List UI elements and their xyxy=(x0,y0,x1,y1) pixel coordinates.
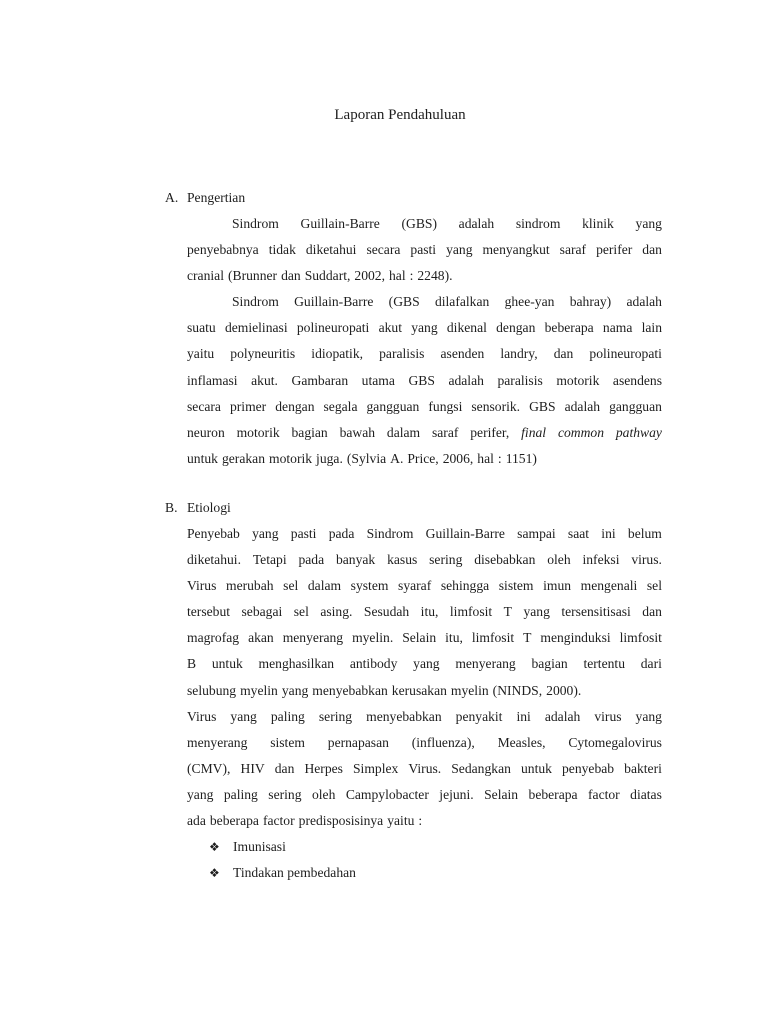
word: Sindrom xyxy=(366,526,414,541)
text-line xyxy=(187,651,662,677)
word: segala xyxy=(323,398,358,414)
text-line xyxy=(187,211,662,237)
word: Simplex xyxy=(353,760,399,776)
section-letter: B. xyxy=(165,500,178,515)
word: gangguan xyxy=(609,398,662,414)
word: myelin. xyxy=(352,630,394,646)
word: utama xyxy=(361,372,395,388)
word: tersensitisasi xyxy=(561,604,631,620)
word: Guillain-Barre xyxy=(294,294,374,310)
word: penyakit xyxy=(455,708,503,724)
word: sistem xyxy=(270,734,305,750)
word: diketahui. xyxy=(187,552,241,568)
word: menginduksi xyxy=(540,630,611,646)
word: tersebut xyxy=(187,604,231,620)
section-heading xyxy=(165,495,665,521)
word: bagian xyxy=(531,656,568,672)
word: Sedangkan xyxy=(451,760,511,776)
word: itu, xyxy=(420,604,439,620)
text-line xyxy=(187,341,662,367)
word: motorik xyxy=(556,372,600,388)
word: sering xyxy=(268,786,302,802)
text-line xyxy=(187,420,662,446)
word: (Sylvia xyxy=(346,450,387,466)
paragraph xyxy=(187,704,662,834)
word: sampai xyxy=(517,526,556,541)
word: menyerang xyxy=(187,734,248,750)
word: Gambaran xyxy=(291,372,349,388)
word: motorik xyxy=(236,424,280,440)
word: Cytomegalovirus xyxy=(568,734,662,750)
word: perifer xyxy=(596,242,633,258)
word: asing. xyxy=(320,604,353,620)
text-line xyxy=(187,782,662,808)
word: penyebabnya xyxy=(187,242,259,258)
word: Virus xyxy=(187,708,217,724)
word: sehingga xyxy=(440,578,490,594)
word: secara xyxy=(366,242,401,258)
text-line xyxy=(187,237,662,263)
word: 2000). xyxy=(546,682,582,698)
word: (Brunner xyxy=(227,268,278,284)
word: nama xyxy=(602,320,633,336)
word: oleh xyxy=(547,552,571,568)
word: pasti xyxy=(410,242,437,258)
word: dan xyxy=(281,268,301,284)
list-item xyxy=(209,860,665,886)
word: yaitu xyxy=(187,346,215,362)
word: Guillain-Barre xyxy=(300,216,380,231)
word: inflamasi xyxy=(187,372,238,388)
word: akut xyxy=(378,320,402,336)
word: (GBS) xyxy=(401,216,437,231)
word: Suddart, xyxy=(304,268,351,284)
word: virus xyxy=(594,708,622,724)
word: paralisis xyxy=(497,372,543,388)
word: oleh xyxy=(311,786,336,802)
word: 2006, xyxy=(442,450,474,466)
word: antibody xyxy=(349,656,398,672)
diamond-bullet-icon: ❖ xyxy=(209,866,220,881)
word: selubung xyxy=(187,682,237,698)
word: GBS xyxy=(529,398,556,414)
word: dan xyxy=(642,242,662,258)
text-line xyxy=(187,730,662,756)
word: akan xyxy=(248,630,274,646)
word: yaitu xyxy=(387,813,415,829)
word: yang xyxy=(413,656,440,672)
word: factor xyxy=(588,786,620,802)
word: dilafalkan xyxy=(434,294,490,310)
word: jejuni. xyxy=(439,786,474,802)
word: sensorik. xyxy=(471,398,521,414)
word: saraf xyxy=(559,242,587,258)
word: dengan xyxy=(496,320,536,336)
word: yang xyxy=(411,320,438,336)
text-line xyxy=(187,446,662,472)
word: itu, xyxy=(445,630,463,646)
word: adalah xyxy=(544,708,581,724)
word: Penyebab xyxy=(187,526,240,541)
word: mengenali xyxy=(580,578,638,594)
word: 2002, xyxy=(354,268,385,284)
word: polyneuritis xyxy=(230,346,296,362)
word: (CMV), xyxy=(187,760,231,776)
word: Tetapi xyxy=(252,552,287,568)
word: Sindrom xyxy=(232,216,279,231)
word: factor xyxy=(262,813,295,829)
word: menghasilkan xyxy=(258,656,335,672)
word: dalam xyxy=(386,424,421,440)
word: sel xyxy=(283,578,299,594)
word: idiopatik, xyxy=(311,346,364,362)
word: beberapa xyxy=(209,813,259,829)
word: magrofag xyxy=(187,630,240,646)
word: myelin xyxy=(450,682,489,698)
word: yang xyxy=(635,216,662,231)
word: motorik xyxy=(269,450,313,466)
word: tertentu xyxy=(583,656,625,672)
word: saat xyxy=(567,526,590,541)
word: Virus xyxy=(187,578,217,594)
word: belum xyxy=(627,526,662,541)
text-line xyxy=(187,547,662,573)
word: adalah xyxy=(626,294,662,310)
word: adalah xyxy=(448,372,484,388)
word: paralisis xyxy=(379,346,425,362)
text-line xyxy=(187,756,662,782)
word: suatu xyxy=(187,320,216,336)
word: dalam xyxy=(307,578,342,594)
word: perifer, xyxy=(470,424,510,440)
word: ini xyxy=(601,526,616,541)
word: bahray) xyxy=(569,294,612,310)
word: saraf xyxy=(431,424,459,440)
list-item-label: Tindakan pembedahan xyxy=(233,865,356,881)
word: asendens xyxy=(612,372,662,388)
word: akut. xyxy=(251,372,278,388)
word: fungsi xyxy=(428,398,463,414)
text-line xyxy=(187,599,662,625)
diamond-bullet-icon: ❖ xyxy=(209,840,220,855)
word: dengan xyxy=(275,398,315,414)
word: infeksi xyxy=(582,552,620,568)
word: neuron xyxy=(187,424,225,440)
word: untuk xyxy=(211,656,243,672)
word: T xyxy=(523,630,532,646)
word: untuk xyxy=(187,450,218,466)
word: limfosit xyxy=(449,604,493,620)
word: primer xyxy=(229,398,267,414)
word: (GBS xyxy=(388,294,420,310)
word: dikenal xyxy=(446,320,487,336)
word: A. xyxy=(390,450,404,466)
word: diketahui xyxy=(305,242,357,258)
word: system xyxy=(350,578,389,594)
word: adalah xyxy=(458,216,495,231)
word: Selain xyxy=(484,786,519,802)
word: Sesudah xyxy=(363,604,410,620)
word: sering xyxy=(429,552,463,568)
word: paling xyxy=(223,786,258,802)
word: B xyxy=(187,656,197,672)
word: menyerang xyxy=(455,656,516,672)
word: untuk xyxy=(520,760,552,776)
text-line xyxy=(187,315,662,341)
word: final xyxy=(521,424,547,440)
word: Selain xyxy=(402,630,437,646)
paragraph xyxy=(187,211,662,289)
word: yang xyxy=(252,526,279,541)
word: pasti xyxy=(290,526,317,541)
bullet-list xyxy=(187,834,665,886)
text-line xyxy=(187,521,662,547)
word: sel xyxy=(646,578,662,594)
word: polineuropati xyxy=(296,320,370,336)
word: yang xyxy=(281,682,309,698)
word: bagian xyxy=(291,424,328,440)
word: pernapasan xyxy=(327,734,389,750)
word: Measles, xyxy=(497,734,546,750)
word: ghee-yan xyxy=(504,294,555,310)
word: paling xyxy=(270,708,305,724)
word: sindrom xyxy=(515,216,561,231)
word: menyebabkan xyxy=(366,708,442,724)
word: pathway xyxy=(615,424,662,440)
word: GBS xyxy=(408,372,435,388)
word: menyebabkan xyxy=(312,682,388,698)
paragraph xyxy=(187,289,662,472)
word: pada xyxy=(328,526,355,541)
word: tidak xyxy=(268,242,296,258)
word: yang xyxy=(446,242,473,258)
word: sebagai xyxy=(241,604,283,620)
word: limfosit xyxy=(619,630,662,646)
word: lain xyxy=(641,320,662,336)
word: : xyxy=(409,268,414,284)
section-title: Pengertian xyxy=(187,190,246,205)
word: kasus xyxy=(387,552,418,568)
word: penyebab xyxy=(562,760,615,776)
word: gerakan xyxy=(221,450,265,466)
word: 1151) xyxy=(505,450,537,466)
word: disebabkan xyxy=(474,552,536,568)
word: adalah xyxy=(564,398,601,414)
section-pengertian xyxy=(165,185,665,472)
word: menyerang xyxy=(282,630,344,646)
text-line xyxy=(187,289,662,315)
word: diatas xyxy=(630,786,662,802)
word: bawah xyxy=(339,424,376,440)
section-body xyxy=(187,521,662,834)
text-line xyxy=(187,808,662,834)
word: : xyxy=(497,450,502,466)
word: yang xyxy=(230,708,257,724)
section-title: Etiologi xyxy=(187,500,231,515)
word: juga. xyxy=(316,450,343,466)
word: merubah xyxy=(226,578,274,594)
text-line xyxy=(187,625,662,651)
word: demielinasi xyxy=(224,320,288,336)
word: Herpes xyxy=(304,760,343,776)
word: T xyxy=(503,604,512,620)
text-line xyxy=(187,394,662,420)
word: hal xyxy=(477,450,494,466)
list-item xyxy=(209,834,665,860)
section-letter: A. xyxy=(165,190,179,205)
word: landry, xyxy=(500,346,538,362)
section-heading xyxy=(165,185,665,211)
section-body xyxy=(187,211,662,472)
word: yang xyxy=(635,708,662,724)
list-item-label: Imunisasi xyxy=(233,839,286,855)
word: hal xyxy=(388,268,406,284)
word: gangguan xyxy=(366,398,420,414)
word: yang xyxy=(187,786,214,802)
word: klinik xyxy=(582,216,614,231)
word: Virus. xyxy=(408,760,442,776)
word: virus. xyxy=(631,552,662,568)
word: pada xyxy=(298,552,325,568)
word: secara xyxy=(187,398,221,414)
word: bakteri xyxy=(624,760,662,776)
word: Guillain-Barre xyxy=(425,526,505,541)
word: sistem xyxy=(498,578,534,594)
word: syaraf xyxy=(398,578,432,594)
text-line xyxy=(187,263,662,289)
word: common xyxy=(557,424,604,440)
page-title: Laporan Pendahuluan xyxy=(334,107,466,123)
word: dan xyxy=(274,760,295,776)
word: kerusakan xyxy=(391,682,447,698)
word: limfosit xyxy=(471,630,515,646)
word: ada xyxy=(187,813,206,829)
word: HIV xyxy=(240,760,265,776)
word: cranial xyxy=(187,268,224,284)
word: imun xyxy=(543,578,572,594)
word: beberapa xyxy=(544,320,594,336)
word: beberapa xyxy=(528,786,578,802)
word: polineuropati xyxy=(589,346,662,362)
word: yang xyxy=(523,604,550,620)
word: Sindrom xyxy=(232,294,279,310)
word: ini xyxy=(516,708,531,724)
word: myelin xyxy=(240,682,278,698)
section-etiologi xyxy=(165,495,665,886)
word: (NINDS, xyxy=(492,682,543,698)
word: Campylobacter xyxy=(345,786,429,802)
word: Price, xyxy=(407,450,439,466)
word: dari xyxy=(640,656,662,672)
word: 2248). xyxy=(417,268,453,284)
word: sering xyxy=(318,708,353,724)
text-line xyxy=(187,704,662,730)
text-line xyxy=(187,678,662,704)
text-line xyxy=(187,573,662,599)
text-line xyxy=(187,368,662,394)
word: sel xyxy=(293,604,309,620)
word: : xyxy=(418,813,423,829)
word: asenden xyxy=(440,346,485,362)
paragraph xyxy=(187,521,662,704)
word: predisposisinya xyxy=(298,813,384,829)
word: menyangkut xyxy=(482,242,550,258)
word: dan xyxy=(642,604,662,620)
word: (influenza), xyxy=(411,734,475,750)
word: dan xyxy=(553,346,574,362)
word: banyak xyxy=(335,552,376,568)
